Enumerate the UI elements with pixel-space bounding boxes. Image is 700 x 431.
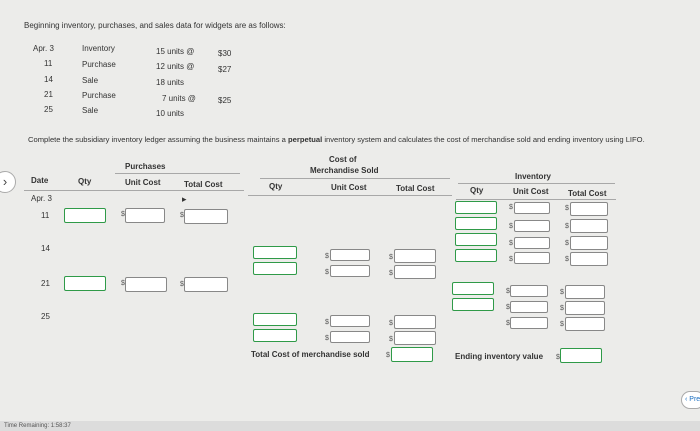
data-date: 25 — [44, 105, 53, 114]
timer-bar — [0, 421, 700, 431]
currency-label: $ — [556, 354, 560, 361]
ledger-date: Apr. 3 — [31, 194, 52, 203]
currency-label: $ — [565, 223, 569, 230]
inventory-qty-input[interactable] — [455, 233, 497, 246]
inventory-total-cost-input[interactable] — [570, 252, 608, 266]
data-cost: $30 — [218, 49, 232, 58]
currency-label: $ — [506, 304, 510, 311]
column-header-underline — [456, 199, 616, 200]
ledger-date: 11 — [41, 211, 50, 220]
header-total-cost: Total Cost — [396, 184, 435, 193]
inventory-total-cost-input[interactable] — [570, 202, 608, 216]
currency-label: $ — [325, 253, 329, 260]
prev-page-button[interactable]: ‹ Pre — [681, 391, 700, 409]
cogs-unit-cost-input[interactable] — [330, 249, 370, 261]
data-type: Sale — [82, 76, 99, 85]
data-units: 12 units @ — [156, 62, 195, 71]
header-cogs-1: Cost of — [329, 155, 357, 164]
intro-text: Beginning inventory, purchases, and sales data for widgets are as follows: — [24, 21, 286, 30]
currency-label: $ — [389, 320, 393, 327]
purchase-unit-cost-input[interactable] — [125, 277, 167, 292]
purchase-total-cost-input[interactable] — [184, 209, 228, 224]
header-unit-cost: Unit Cost — [125, 178, 161, 187]
header-unit-cost: Unit Cost — [331, 183, 367, 192]
inventory-total-cost-input[interactable] — [570, 236, 608, 250]
currency-label: $ — [389, 254, 393, 261]
cogs-qty-input[interactable] — [253, 262, 297, 275]
currency-label: $ — [509, 204, 513, 211]
cogs-unit-cost-input[interactable] — [330, 265, 370, 277]
data-cost: $25 — [218, 96, 232, 105]
data-type: Purchase — [82, 60, 116, 69]
cogs-qty-input[interactable] — [253, 246, 297, 259]
data-date: 14 — [44, 75, 53, 84]
currency-label: $ — [565, 205, 569, 212]
ledger-date: 25 — [41, 312, 50, 321]
header-divider — [115, 173, 240, 174]
instruction-text: Complete the subsidiary inventory ledger assuming the business maintains a perpetual inventory system and calculates the cost of merchandise sold and ending inventory using LIFO. — [28, 135, 645, 144]
currency-label: $ — [506, 288, 510, 295]
data-type: Sale — [82, 106, 99, 115]
purchase-qty-input[interactable] — [64, 276, 106, 291]
cogs-total-cost-input[interactable] — [394, 265, 436, 279]
header-divider — [458, 183, 615, 184]
currency-label: $ — [180, 212, 184, 219]
inventory-unit-cost-input[interactable] — [514, 252, 550, 264]
header-qty: Qty — [269, 182, 283, 191]
column-header-underline — [248, 195, 452, 196]
data-date: Apr. 3 — [33, 44, 54, 53]
currency-label: $ — [560, 305, 564, 312]
header-total-cost: Total Cost — [568, 189, 607, 198]
currency-label: $ — [325, 269, 329, 276]
mouse-cursor-icon: ▸ — [182, 194, 187, 204]
currency-label: $ — [565, 256, 569, 263]
currency-label: $ — [386, 352, 390, 359]
header-unit-cost: Unit Cost — [513, 187, 549, 196]
inventory-unit-cost-input[interactable] — [510, 317, 548, 329]
cogs-total-cost-input[interactable] — [394, 249, 436, 263]
currency-label: $ — [509, 256, 513, 263]
currency-label: $ — [180, 281, 184, 288]
currency-label: $ — [121, 280, 125, 287]
currency-label: $ — [325, 319, 329, 326]
cogs-qty-input[interactable] — [253, 329, 297, 342]
purchase-total-cost-input[interactable] — [184, 277, 228, 292]
currency-label: $ — [389, 336, 393, 343]
currency-label: $ — [389, 270, 393, 277]
inventory-unit-cost-input[interactable] — [514, 202, 550, 214]
header-qty: Qty — [470, 186, 484, 195]
inventory-qty-input[interactable] — [452, 298, 494, 311]
cogs-total-cost-input[interactable] — [394, 331, 436, 345]
total-cogs-input[interactable] — [391, 347, 433, 362]
inventory-qty-input[interactable] — [452, 282, 494, 295]
inventory-qty-input[interactable] — [455, 217, 497, 230]
data-units: 18 units — [156, 78, 185, 87]
total-cogs-label: Total Cost of merchandise sold — [251, 350, 370, 359]
data-cost: $27 — [218, 65, 232, 74]
cogs-qty-input[interactable] — [253, 313, 297, 326]
purchase-qty-input[interactable] — [64, 208, 106, 223]
ledger-date: 14 — [41, 244, 50, 253]
currency-label: $ — [560, 289, 564, 296]
data-date: 21 — [44, 90, 53, 99]
header-total-cost: Total Cost — [184, 180, 223, 189]
inventory-total-cost-input[interactable] — [570, 219, 608, 233]
header-divider — [260, 178, 450, 179]
currency-label: $ — [560, 321, 564, 328]
data-date: 11 — [44, 59, 53, 68]
inventory-qty-input[interactable] — [455, 201, 497, 214]
data-units: 10 units — [156, 109, 185, 118]
currency-label: $ — [325, 335, 329, 342]
header-cogs-2: Merchandise Sold — [310, 166, 379, 175]
cogs-unit-cost-input[interactable] — [330, 315, 370, 327]
header-date: Date — [31, 176, 49, 185]
cogs-unit-cost-input[interactable] — [330, 331, 370, 343]
data-units: 15 units @ — [156, 47, 195, 56]
currency-label: $ — [509, 223, 513, 230]
currency-label: $ — [509, 240, 513, 247]
currency-label: $ — [121, 211, 125, 218]
inventory-total-cost-input[interactable] — [565, 317, 605, 331]
inventory-total-cost-input[interactable] — [565, 301, 605, 315]
timer-label: Time Remaining: 1:58:37 — [4, 423, 71, 429]
inventory-unit-cost-input[interactable] — [514, 237, 550, 249]
header-purchases: Purchases — [125, 162, 166, 171]
ledger-date: 21 — [41, 279, 50, 288]
inventory-qty-input[interactable] — [455, 249, 497, 262]
currency-label: $ — [506, 320, 510, 327]
purchase-unit-cost-input[interactable] — [125, 208, 165, 223]
cogs-total-cost-input[interactable] — [394, 315, 436, 329]
inventory-unit-cost-input[interactable] — [510, 285, 548, 297]
inventory-unit-cost-input[interactable] — [510, 301, 548, 313]
inventory-total-cost-input[interactable] — [565, 285, 605, 299]
ending-inventory-label: Ending inventory value — [455, 352, 544, 361]
column-header-underline — [24, 190, 244, 191]
header-qty: Qty — [78, 177, 92, 186]
data-units: 7 units @ — [162, 94, 196, 103]
ending-inventory-input[interactable] — [560, 348, 602, 363]
data-type: Inventory — [82, 44, 115, 53]
header-inventory: Inventory — [515, 172, 552, 181]
inventory-unit-cost-input[interactable] — [514, 220, 550, 232]
data-type: Purchase — [82, 91, 116, 100]
prev-arrow-icon[interactable]: › — [0, 171, 16, 193]
currency-label: $ — [565, 240, 569, 247]
